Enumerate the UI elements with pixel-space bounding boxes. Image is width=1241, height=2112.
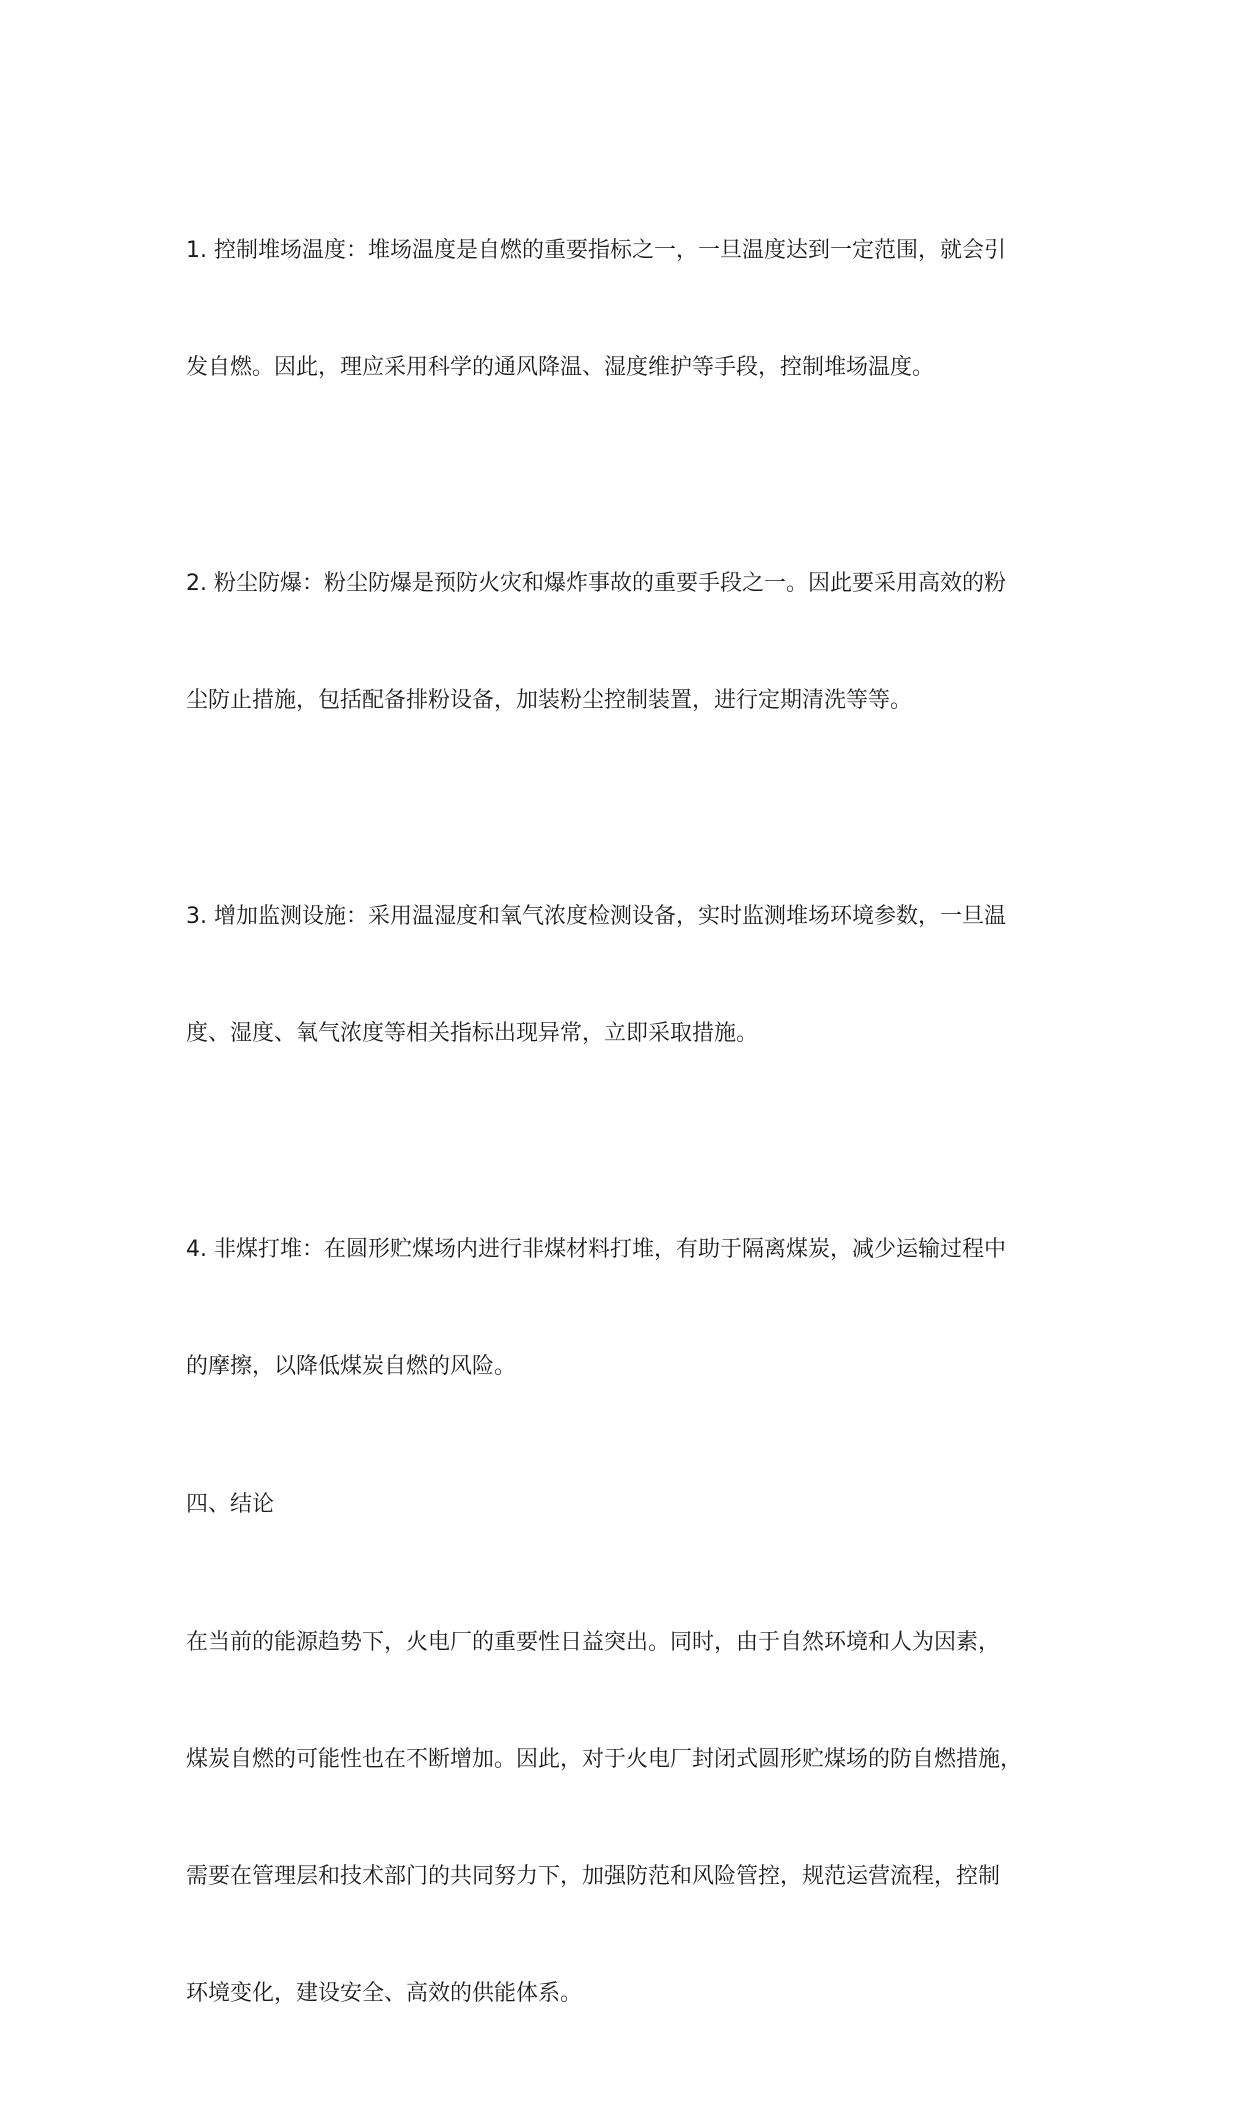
list-item-line: 尘防止措施，包括配备排粉设备，加装粉尘控制装置，进行定期清洗等等。	[186, 688, 913, 713]
list-item	[186, 1152, 1086, 1464]
list-item	[186, 153, 1086, 465]
list-item-line: 4. 非煤打堆：在圆形贮煤场内进行非煤材料打堆，有助于隔离煤炭，减少运输过程中	[186, 1237, 1006, 1262]
list-item-line: 度、湿度、氧气浓度等相关指标出现异常，立即采取措施。	[186, 1021, 759, 1046]
conclusion-paragraph	[186, 1545, 1086, 2091]
section-heading: 四、结论	[186, 1492, 275, 1517]
paragraph-line: 煤炭自燃的可能性也在不断增加。因此，对于火电厂封闭式圆形贮煤场的防自燃措施，	[186, 1747, 1023, 1772]
paragraph-line: 需要在管理层和技术部门的共同努力下，加强防范和风险管控，规范运营流程，控制	[186, 1864, 1001, 1889]
list-item-line: 的摩擦，以降低煤炭自燃的风险。	[186, 1354, 517, 1379]
list-item	[186, 819, 1086, 1131]
list-item-line: 3. 增加监测设施：采用温湿度和氧气浓度检测设备，实时监测堆场环境参数，一旦温	[186, 904, 1006, 929]
list-item-line: 2. 粉尘防爆：粉尘防爆是预防火灾和爆炸事故的重要手段之一。因此要采用高效的粉	[186, 571, 1006, 596]
paragraph-line: 环境变化，建设安全、高效的供能体系。	[186, 1981, 583, 2006]
list-item-line: 1. 控制堆场温度：堆场温度是自燃的重要指标之一，一旦温度达到一定范围，就会引	[186, 238, 1006, 263]
list-item-line: 发自燃。因此，理应采用科学的通风降温、湿度维护等手段，控制堆场温度。	[186, 355, 935, 380]
document-body	[186, 153, 1086, 2112]
list-item	[186, 486, 1086, 798]
paragraph-line: 在当前的能源趋势下，火电厂的重要性日益突出。同时，由于自然环境和人为因素，	[186, 1630, 1001, 1655]
